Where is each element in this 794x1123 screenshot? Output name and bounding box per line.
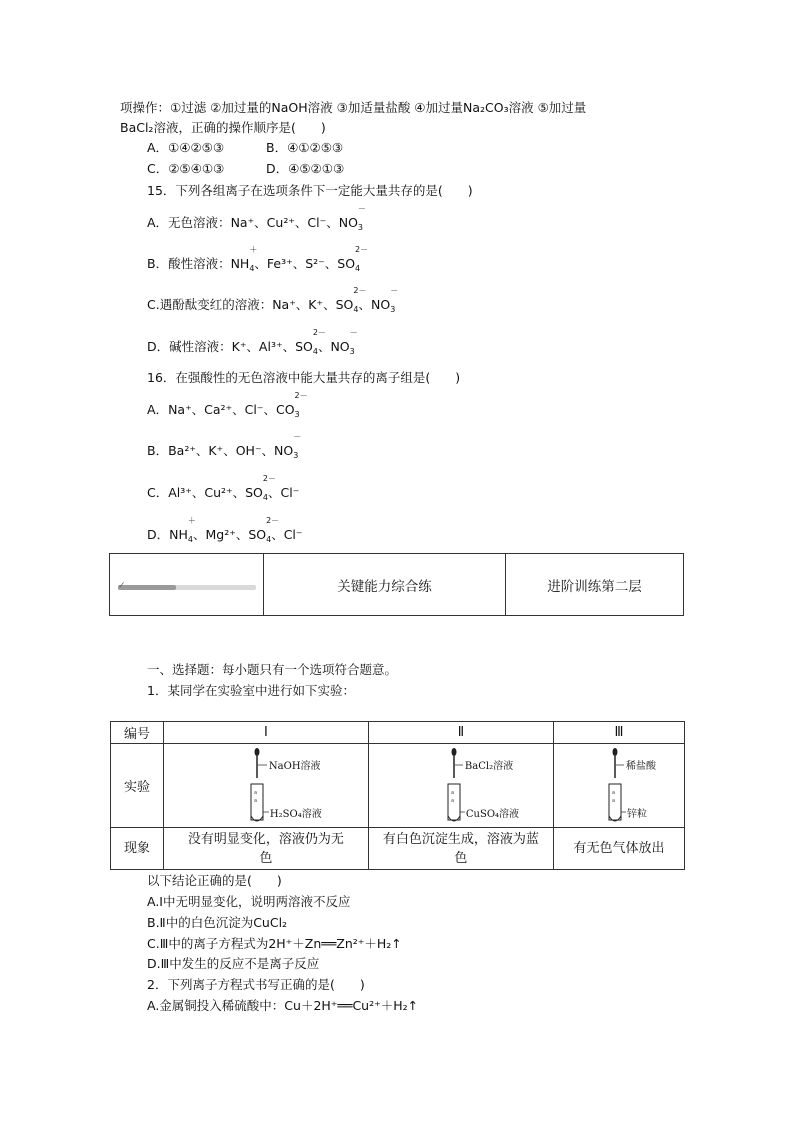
reagent-bottom-II: CuSO₄溶液 bbox=[465, 808, 520, 820]
q16-d-prefix: D． bbox=[147, 527, 170, 542]
q14-option-a: A．①④②⑤③ bbox=[147, 140, 225, 155]
q15-c-no3-scripts: $_3$ － bbox=[390, 286, 399, 314]
dropper-tube-icon bbox=[554, 746, 684, 826]
q1-option-a: A.Ⅰ中无明显变化，说明两溶液不反应 bbox=[147, 894, 351, 909]
q15-option-d: D．碱性溶液：K⁺、Al³⁺、$SO_4$ 2－ 、$NO_3$ － bbox=[147, 339, 355, 360]
q16-stem: 16．在强酸性的无色溶液中能大量共存的离子组是( ) bbox=[147, 370, 461, 385]
q15-d-so4-scripts: $_4$ 2－ bbox=[312, 328, 326, 356]
q15-d-no3-scripts: $_3$ － bbox=[349, 328, 358, 356]
q16-option-d: D．$NH_4$ ＋ 、Mg²⁺、$SO_4$ 2－ 、Cl⁻ bbox=[147, 527, 303, 548]
svg-text:a: a bbox=[450, 797, 454, 804]
q2-option-a: A.金属铜投入稀硫酸中：Cu＋2H⁺══Cu²⁺＋H₂↑ bbox=[147, 998, 419, 1013]
q16-option-c: C．Al³⁺、Cu²⁺、$SO_4$ 2－ 、Cl⁻ bbox=[147, 485, 299, 506]
q16-a-co3-scripts: $_3$ 2－ bbox=[294, 391, 308, 419]
q16-d-nh4-scripts: $_4$ ＋ bbox=[187, 516, 196, 544]
section-banner bbox=[109, 553, 684, 616]
observation-I: 没有明显变化，溶液仍为无色 bbox=[164, 828, 369, 870]
header-III: Ⅲ bbox=[553, 722, 684, 744]
observation-II: 有白色沉淀生成，溶液为蓝色 bbox=[368, 828, 553, 870]
q15-c-ions: Na⁺、K⁺、SO bbox=[272, 297, 354, 312]
table-header-row bbox=[111, 722, 685, 744]
reagent-bottom-I: H₂SO₄溶液 bbox=[269, 808, 322, 820]
q15-a-ions: Na⁺、Cu²⁺、Cl⁻、NO bbox=[230, 215, 358, 230]
q14-bacl2: BaCl₂ bbox=[120, 120, 154, 135]
experiment-table bbox=[110, 721, 685, 870]
q16-b-ions: Ba²⁺、K⁺、OH⁻、NO bbox=[168, 443, 294, 458]
q15-b-nh: NH bbox=[230, 256, 250, 271]
q14-line1 bbox=[120, 100, 586, 116]
reagent-top-II: BaCl₂溶液 bbox=[464, 760, 514, 772]
header-II: Ⅱ bbox=[368, 722, 553, 744]
q16-d-nh: NH bbox=[169, 527, 188, 542]
q15-a-no3: $_3$ － bbox=[357, 204, 366, 232]
svg-text:a: a bbox=[253, 797, 257, 804]
row-label-observation: 现象 bbox=[111, 828, 164, 870]
q14-line2-tail: 溶液，正确的操作顺序是( ) bbox=[153, 120, 326, 135]
q15-b-prefix: B．酸性溶液： bbox=[147, 256, 231, 271]
q1-option-d: D.Ⅲ中发生的反应不是离子反应 bbox=[147, 956, 320, 971]
q14-na2co3: Na₂CO₃ bbox=[463, 100, 509, 115]
svg-text:a: a bbox=[611, 797, 616, 804]
q15-a-prefix: A．无色溶液： bbox=[147, 215, 231, 230]
q14-line2 bbox=[120, 120, 326, 136]
q14-line1-text: 项操作：①过滤 ②加过量的NaOH溶液 ③加适量盐酸 ④加过量 bbox=[120, 100, 463, 115]
q16-c-prefix: C． bbox=[147, 485, 169, 500]
q2-stem: 2．下列离子方程式书写正确的是( ) bbox=[147, 977, 365, 992]
banner-progress-fill bbox=[118, 585, 176, 590]
experiment-I bbox=[164, 744, 369, 828]
q15-stem: 15．下列各组离子在选项条件下一定能大量共存的是( ) bbox=[147, 183, 473, 198]
q16-b-no3-scripts: $_3$ － bbox=[293, 432, 302, 460]
q15-c-prefix: C.遇酚酞变红的溶液： bbox=[147, 297, 273, 312]
banner-progress-bar bbox=[118, 585, 256, 590]
q16-option-b bbox=[147, 432, 302, 464]
svg-text:a: a bbox=[253, 789, 257, 796]
experiment-III bbox=[553, 744, 684, 828]
q14-option-d: D．④⑤②①③ bbox=[266, 161, 345, 176]
q15-option-c: C.遇酚酞变红的溶液：Na⁺、K⁺、$SO_4$ 2－ 、$NO_3$ － bbox=[147, 297, 395, 318]
q15-b-so4-scripts: $_4$ 2－ bbox=[355, 245, 369, 273]
row-label-experiment: 实验 bbox=[111, 744, 164, 828]
table-observation-row bbox=[111, 828, 685, 870]
observation-III: 有无色气体放出 bbox=[553, 828, 684, 870]
svg-text:a: a bbox=[450, 789, 454, 796]
q1-option-c: C.Ⅲ中的离子方程式为2H⁺＋Zn══Zn²⁺＋H₂↑ bbox=[147, 936, 402, 951]
q15-option-a bbox=[147, 204, 366, 236]
q15-d-ions: K⁺、Al³⁺、SO bbox=[231, 339, 313, 354]
experiment-II bbox=[368, 744, 553, 828]
q1-stem: 1．某同学在实验室中进行如下实验： bbox=[147, 683, 355, 698]
q15-d-prefix: D．碱性溶液： bbox=[147, 339, 232, 354]
q15-c-so4-scripts: $_4$ 2－ bbox=[353, 286, 367, 314]
q16-c-so4-scripts: $_4$ 2－ bbox=[262, 474, 276, 502]
banner-title: 关键能力综合练 bbox=[264, 554, 506, 615]
reagent-top-I: NaOH溶液 bbox=[268, 760, 321, 772]
q16-option-a bbox=[147, 391, 308, 423]
q15-option-b: B．酸性溶液：$NH_4$ ＋ 、Fe³⁺、S²⁻、$SO_4$ 2－ bbox=[147, 256, 360, 277]
q14-option-c: C．②⑤④①③ bbox=[147, 161, 225, 176]
q16-d-so4-scripts: $_4$ 2－ bbox=[266, 516, 280, 544]
q14-option-b: B．④①②⑤③ bbox=[266, 140, 344, 155]
q1-option-b: B.Ⅱ中的白色沉淀为CuCl₂ bbox=[147, 915, 288, 930]
check-icon: ✓ bbox=[118, 581, 126, 591]
reagent-bottom-III: 锌粒 bbox=[626, 808, 647, 820]
reagent-top-III: 稀盐酸 bbox=[625, 760, 656, 772]
section-heading: 一、选择题：每小题只有一个选项符合题意。 bbox=[147, 662, 398, 677]
q14-line1-tail: 溶液 ⑤加过量 bbox=[508, 100, 587, 115]
svg-text:a: a bbox=[611, 789, 616, 796]
q15-b-nh4-scripts: $_4$ ＋ bbox=[249, 245, 258, 273]
q16-b-prefix: B． bbox=[147, 443, 169, 458]
header-I: Ⅰ bbox=[164, 722, 369, 744]
table-experiment-row bbox=[111, 744, 685, 828]
q1-lead: 以下结论正确的是( ) bbox=[147, 873, 282, 888]
header-number: 编号 bbox=[111, 722, 164, 744]
banner-level: 进阶训练第二层 bbox=[547, 578, 642, 595]
q16-a-ions: Na⁺、Ca²⁺、Cl⁻、CO bbox=[168, 402, 295, 417]
banner-progress-cell bbox=[110, 554, 264, 615]
q16-c-ions: Al³⁺、Cu²⁺、SO bbox=[168, 485, 263, 500]
q16-a-prefix: A． bbox=[147, 402, 169, 417]
